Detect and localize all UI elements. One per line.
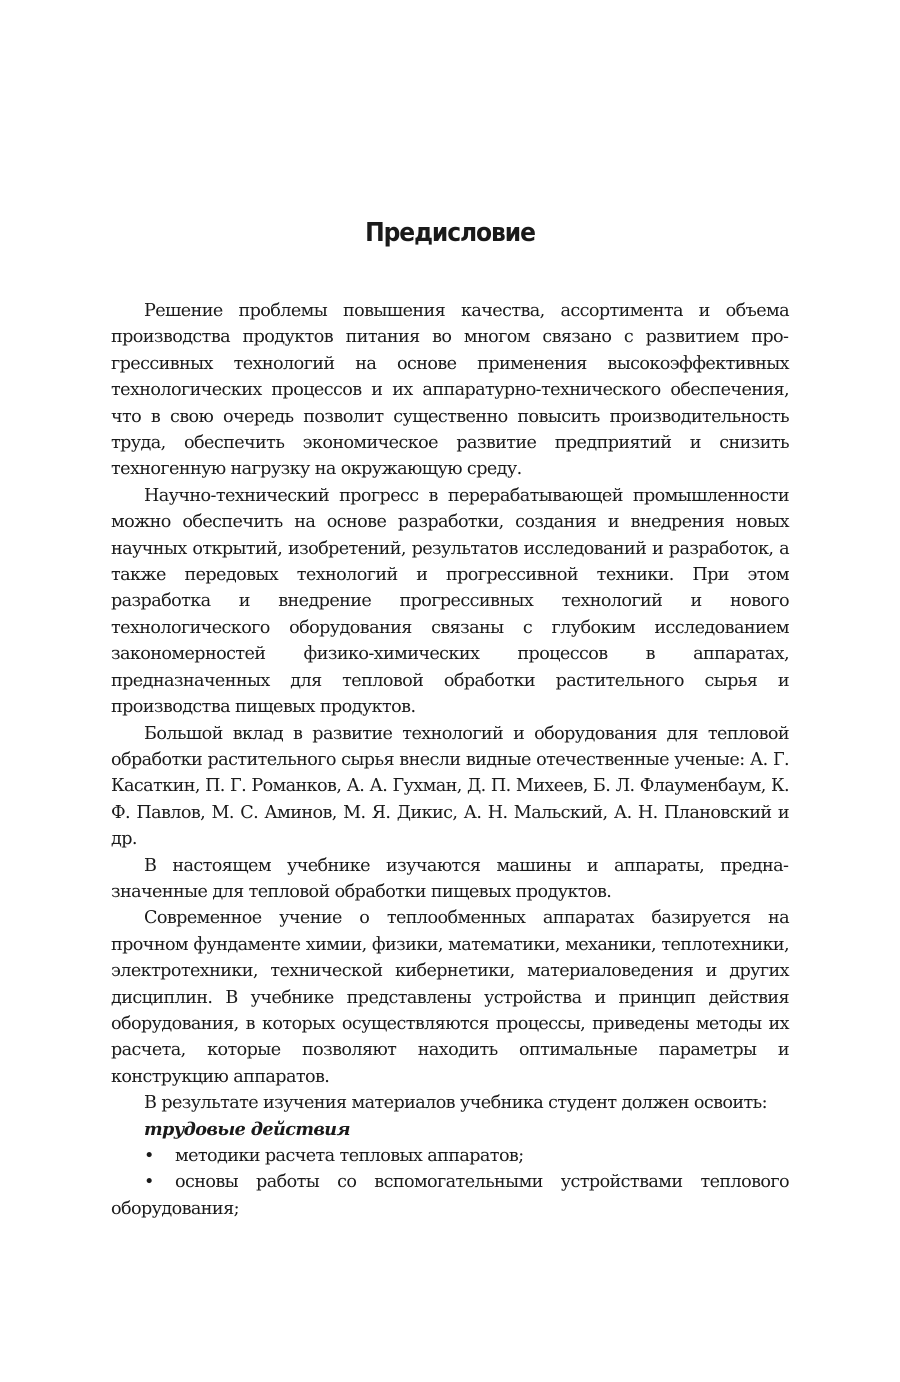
paragraph-4: В настоящем учебнике изучаются машины и аппараты, предназначенные для тепловой обработки пищевых продуктов. xyxy=(111,855,789,902)
paragraph-6: В результате изучения материалов учебника студент должен освоить: xyxy=(144,1093,767,1114)
paragraph-2: Научно-технический прогресс в перерабатывающей промышленности можно обеспечить на основе разработки, создания и внедрения новых научных открытий, изобретений, результатов исследований и разработок, а также передовых технологий и прогрессивной техники. При этом разработка и внедрение прогрессивных технологий и нового технологического оборудования связаны с глубоким исследованием закономерностей физико-химических процессов в аппаратах, предназначенных для тепловой обработки растительного сырья и производства пищевых продуктов. xyxy=(111,485,789,718)
bullet-icon: • xyxy=(144,1146,154,1166)
list-item xyxy=(111,1169,789,1222)
list-item xyxy=(111,1143,789,1169)
subheading: трудовые действия xyxy=(144,1118,350,1140)
body-text xyxy=(111,298,789,1222)
paragraph-5: Современное учение о теплообменных аппаратах базируется на прочном фундаменте химии, физики, математики, механики, теплотехники, электротехники, технической кибернетики, материаловедения и других дисциплин. В учебнике представлены устройства и принцип действия оборудования, в которых осуществляются процессы, приведены методы их расчета, которые позволяют находить оптимальные параметры и конструкцию аппаратов. xyxy=(111,908,789,1087)
bullet-icon: • xyxy=(144,1172,154,1193)
list-item-text: основы работы со вспомогательными устройствами теплового оборудования; xyxy=(111,1172,789,1219)
paragraph-1: Решение проблемы повышения качества, ассортимента и объема производства продуктов питания во многом связано с развитием прогрессивных технологий на основе применения высокоэффективных технологических процессов и их аппаратурно-технического обеспечения, что в свою очередь позволит существенно повысить производительность труда, обеспечить экономическое развитие предприятий и снизить техногенную нагрузку на окружающую среду. xyxy=(111,301,789,480)
paragraph-3: Большой вклад в развитие технологий и оборудования для тепловой обработки растительного сырья внесли видные отечественные ученые: А. Г. Касаткин, П. Г. Романков, А. А. Гухман, Д. П. Михеев, Б. Л. Флауменбаум, К. Ф. Павлов, М. С. Аминов, М. Я. Дикис, А. Н. Мальский, А. Н. Плановский и др. xyxy=(111,723,789,850)
page-title: Предисловие xyxy=(365,218,535,248)
list-item-text: методики расчета тепловых аппаратов; xyxy=(175,1146,524,1166)
bullet-list xyxy=(111,1143,789,1222)
